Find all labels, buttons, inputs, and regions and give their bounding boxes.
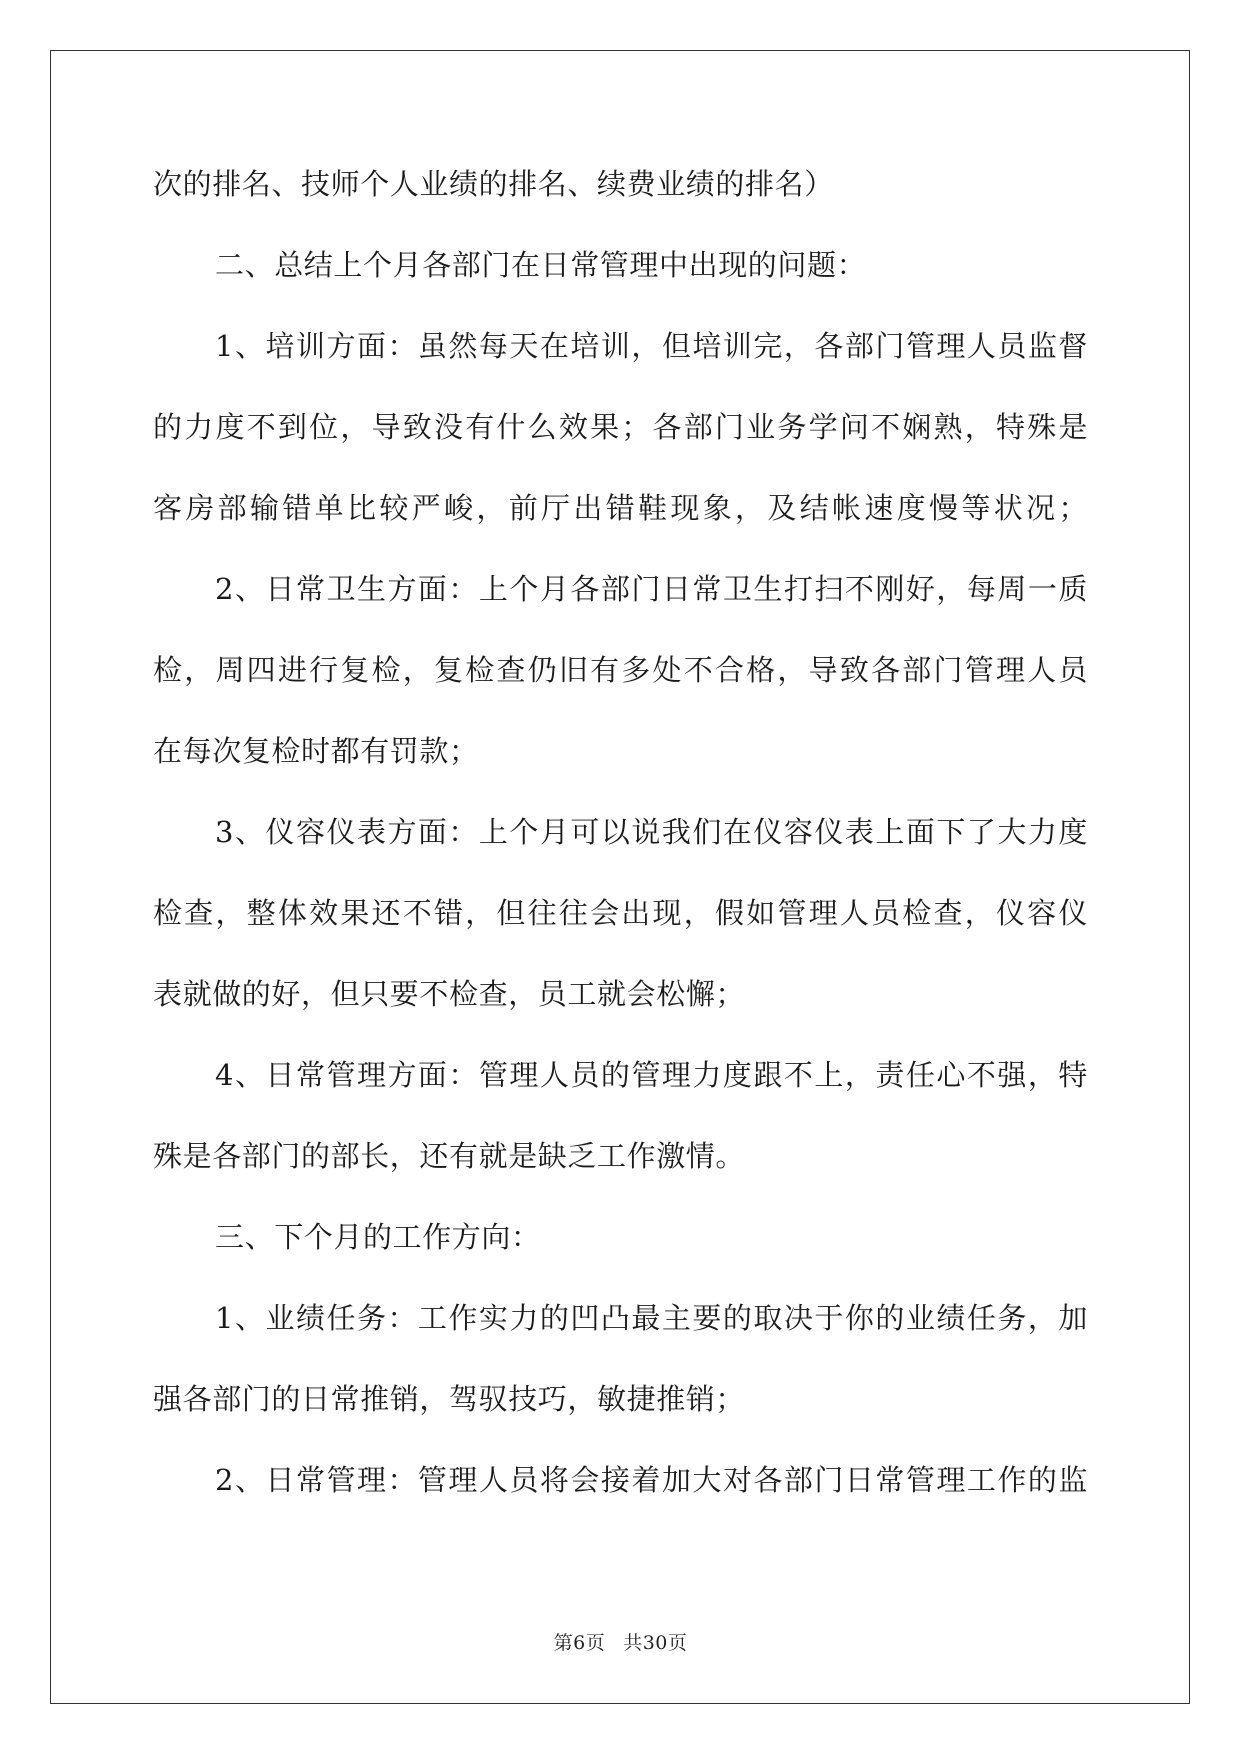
text-line: 次的排名、技师个人业绩的排名、续费业绩的排名） <box>153 167 834 201</box>
page-number: 第6页 <box>553 1632 606 1654</box>
text-line: 在每次复检时都有罚款； <box>153 734 479 768</box>
text-line: 的力度不到位，导致没有什么效果；各部门业务学问不娴熟，特殊是 <box>153 410 1088 444</box>
text-line: 1、培训方面：虽然每天在培训，但培训完，各部门管理人员监督 <box>215 329 1088 363</box>
page-footer <box>0 1628 1241 1655</box>
document-body <box>153 164 1088 1541</box>
text-line: 殊是各部门的部长，还有就是缺乏工作激情。 <box>153 1139 746 1173</box>
text-line: 客房部输错单比较严峻，前厅出错鞋现象，及结帐速度慢等状况； <box>153 491 1088 525</box>
text-line: 检，周四进行复检，复检查仍旧有多处不合格，导致各部门管理人员 <box>153 653 1088 687</box>
section-heading-problems: 二、总结上个月各部门在日常管理中出现的问题： <box>215 248 867 282</box>
text-line: 检查，整体效果还不错，但往往会出现，假如管理人员检查，仪容仪 <box>153 896 1088 930</box>
text-line: 4、日常管理方面：管理人员的管理力度跟不上，责任心不强，特 <box>215 1058 1088 1092</box>
page-total: 共30页 <box>623 1632 688 1654</box>
text-line: 2、日常卫生方面：上个月各部门日常卫生打扫不刚好，每周一质 <box>215 572 1088 606</box>
text-line: 表就做的好，但只要不检查，员工就会松懈； <box>153 977 746 1011</box>
text-line: 2、日常管理：管理人员将会接着加大对各部门日常管理工作的监 <box>215 1463 1088 1497</box>
section-heading-next-month: 三、下个月的工作方向： <box>215 1220 541 1254</box>
text-line: 1、业绩任务：工作实力的凹凸最主要的取决于你的业绩任务，加 <box>215 1301 1088 1335</box>
text-line: 强各部门的日常推销，驾驭技巧，敏捷推销； <box>153 1382 746 1416</box>
text-line: 3、仪容仪表方面：上个月可以说我们在仪容仪表上面下了大力度 <box>215 815 1088 849</box>
